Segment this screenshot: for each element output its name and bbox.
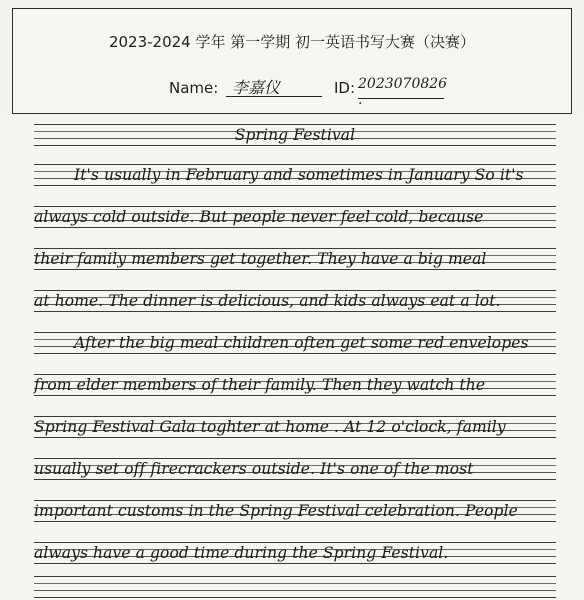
essay-line-text: After the big meal children often get some red envelopes xyxy=(74,334,529,352)
essay-line-text: It's usually in February and sometimes in January So it's xyxy=(74,166,524,184)
essay-line xyxy=(34,458,556,479)
name-field: 李嘉仪 xyxy=(226,75,322,97)
essay-line-text: always have a good time during the Spring Festival. xyxy=(34,544,449,562)
essay-line-text: at home. The dinner is delicious, and kids always eat a lot. xyxy=(34,292,501,310)
essay-line xyxy=(34,164,556,185)
essay-line-text: from elder members of their family. Then they watch the xyxy=(34,376,486,394)
essay-line-text: important customs in the Spring Festival celebration. People xyxy=(34,502,518,520)
essay-line xyxy=(34,500,556,521)
essay-line xyxy=(34,332,556,353)
essay-line xyxy=(34,290,556,311)
essay-line xyxy=(34,374,556,395)
lined-writing-sheet xyxy=(0,114,584,600)
empty-line xyxy=(34,576,556,597)
heading-band xyxy=(34,124,556,145)
contest-title: 2023-2024 学年 第一学期 初一英语书写大赛（决赛） xyxy=(108,33,476,51)
essay-line xyxy=(34,248,556,269)
header-box xyxy=(12,8,572,114)
name-label: Name: xyxy=(169,79,219,97)
id-field: 2023070826 . xyxy=(358,76,448,108)
essay-line xyxy=(34,416,556,437)
essay-line-text: always cold outside. But people never feel cold, because xyxy=(34,208,484,226)
essay-line-text: Spring Festival Gala toghter at home . At 12 o'clock, family xyxy=(34,418,506,436)
essay-line xyxy=(34,206,556,227)
essay-line-text: usually set off firecrackers outside. It's one of the most xyxy=(34,460,474,478)
essay-heading: Spring Festival xyxy=(234,126,356,144)
essay-line xyxy=(34,542,556,563)
id-label: ID: xyxy=(334,79,356,97)
essay-line-text: their family members get together. They have a big meal xyxy=(34,250,487,268)
